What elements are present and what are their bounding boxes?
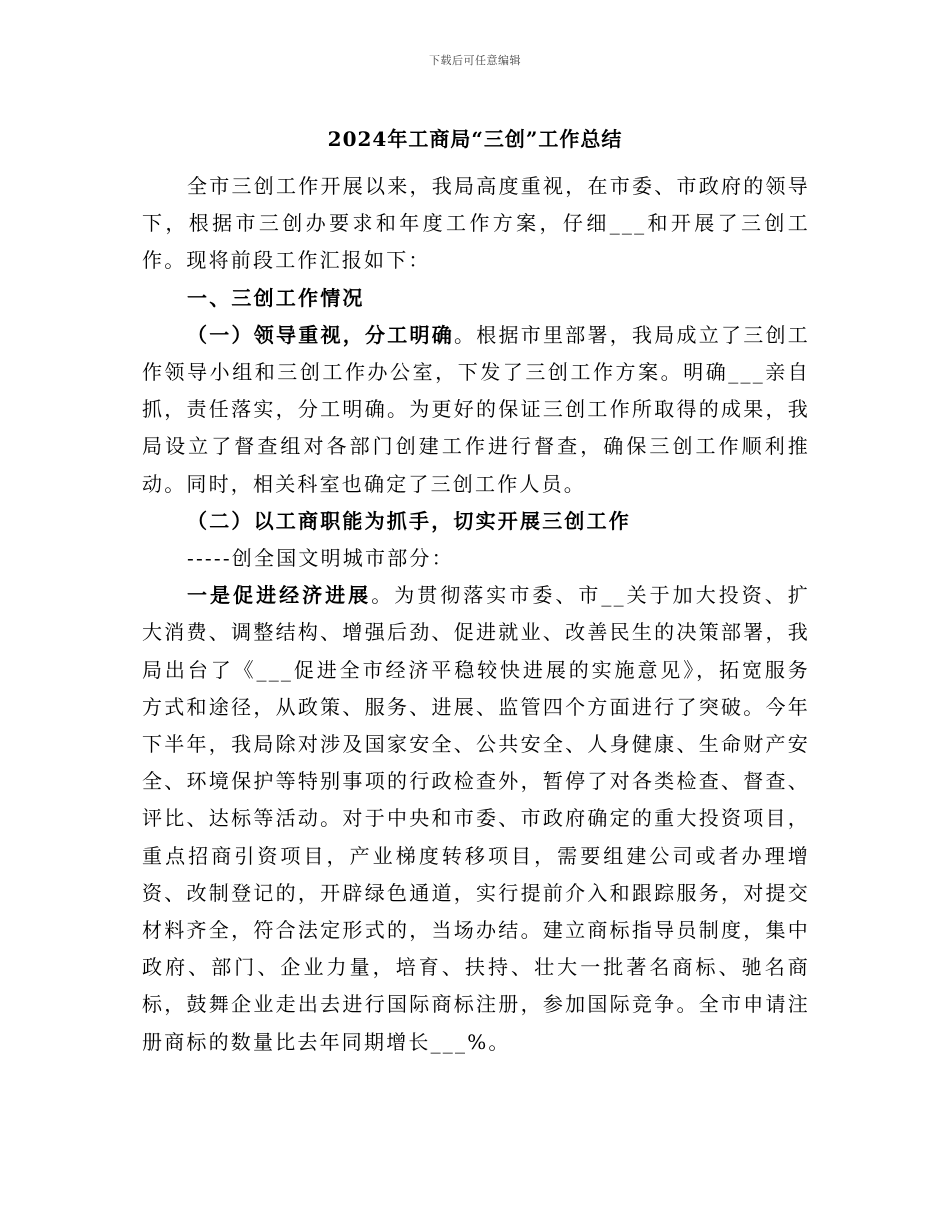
subsection-1-lead: （一）领导重视，分工明确 <box>187 322 455 347</box>
point-1-lead: 一是促进经济进展 <box>187 583 372 608</box>
intro-paragraph: 全市三创工作开展以来，我局高度重视，在市委、市政府的领导下，根据市三创办要求和年度工作方案，仔细___和开展了三创工作。现将前段工作汇报如下： <box>142 174 810 273</box>
section-heading: 一、三创工作情况 <box>187 285 365 310</box>
subsection-1-text: 。根据市里部署，我局成立了三创工作领导小组和三创工作办公室，下发了三创工作方案。明确___亲自抓，责任落实，分工明确。为更好的保证三创工作所取得的成果，我局设立了督查组对各部门创建工作进行督查，确保三创工作顺利推动。同时，相关科室也确定了三创工作人员。 <box>142 322 811 496</box>
subsection-2-heading: （二）以工商职能为抓手，切实开展三创工作 <box>187 508 631 533</box>
point-1-text: 。为贯彻落实市委、市__关于加大投资、扩大消费、调整结构、增强后劲、促进就业、改善民生的决策部署，我局出台了《___促进全市经济平稳较快进展的实施意见》，拓宽服务方式和途径，从政策、服务、进展、监管四个方面进行了突破。今年下半年，我局除对涉及国家安全、公共安全、人身健康、生命财产安全、环境保护等特别事项的行政检查外，暂停了对各类检查、督查、评比、达标等活动。对于中央和市委、市政府确定的重大投资项目，重点招商引资项目，产业梯度转移项目，需要组建公司或者办理增资、改制登记的，开辟绿色通道，实行提前介入和跟踪服务，对提交材料齐全，符合法定形式的，当场办结。建立商标指导员制度，集中政府、部门、企业力量，培育、扶持、壮大一批著名商标、驰名商标，鼓舞企业走出去进行国际商标注册，参加国际竞争。全市申请注册商标的数量比去年同期增长___%。 <box>142 583 810 1054</box>
document-body <box>142 168 810 1061</box>
header-note: 下载后可任意编辑 <box>429 54 521 67</box>
subsection-1-paragraph <box>142 317 810 503</box>
point-1-paragraph <box>142 577 810 1061</box>
document-title: 2024年工商局“三创”工作总结 <box>327 127 623 151</box>
part-label: -----创全国文明城市部分： <box>187 546 454 571</box>
